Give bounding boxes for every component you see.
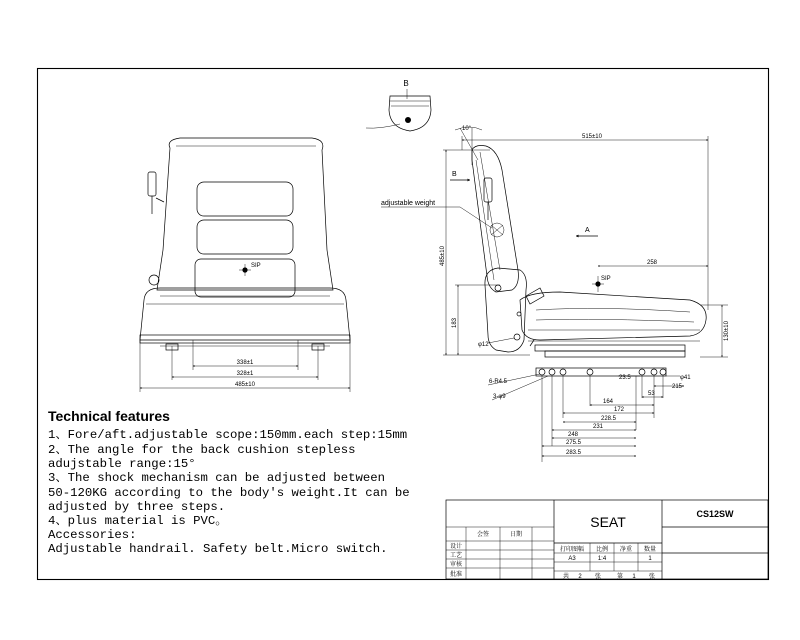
role-design: 设计	[449, 544, 463, 550]
sheet-unit-b: 张	[648, 574, 656, 580]
val-scale: 1:4	[597, 556, 607, 562]
bottom-dim-slot: 6-R4.5	[489, 379, 508, 385]
model-number: CS12SW	[696, 509, 734, 519]
feature-line: 1、Fore/aft.adjustable scope:150mm.each step:15mm	[48, 428, 408, 442]
bottom-dim-164: 164	[603, 399, 614, 405]
side-dim-258: 258	[646, 260, 658, 266]
bottom-dim-215: 215	[672, 384, 683, 390]
feature-line: Adjustable handrail. Safety belt.Micro switch.	[48, 542, 388, 556]
feature-line: adujstable range:15°	[48, 457, 196, 471]
adjustable-weight-label: adjustable weight	[381, 200, 436, 207]
title-block	[446, 500, 768, 580]
front-dim-485: 485±10	[235, 382, 255, 388]
top-view-b	[366, 79, 431, 131]
bottom-dim-283-5: 283.5	[566, 450, 582, 456]
feature-line: 3、The shock mechanism can be adjusted between	[48, 471, 385, 485]
bottom-dim-53: 53	[648, 391, 655, 397]
side-view	[381, 126, 730, 357]
part-name: SEAT	[590, 514, 626, 530]
feature-line: Accessories:	[48, 528, 137, 542]
bottom-dim-phi41: φ41	[680, 375, 691, 381]
bottom-dim-228-5: 228.5	[601, 416, 617, 422]
bottom-dim-248: 248	[568, 432, 579, 438]
sheet-no-label: 第	[616, 574, 624, 580]
sheet-total-label: 共	[562, 574, 570, 580]
bottom-dim-23-5: 23.5	[619, 375, 631, 381]
col-print-size: 打印图幅	[559, 547, 585, 553]
side-sip-label: SIP	[601, 276, 611, 282]
bottom-dimensions	[488, 368, 691, 462]
technical-features	[48, 408, 410, 556]
feature-line: 50-120KG according to the body's weight.It can be	[48, 486, 410, 500]
bottom-dim-275-5: 275.5	[566, 440, 582, 446]
side-dim-phi12: φ12	[478, 342, 489, 348]
col-net-weight: 净重	[619, 547, 633, 553]
bottom-dim-hole: 3-φ9	[493, 394, 506, 400]
side-dim-130: 130±10	[724, 321, 730, 341]
features-heading: Technical features	[48, 408, 170, 424]
side-dim-183: 183	[452, 317, 458, 329]
side-dim-485: 485±10	[440, 246, 446, 266]
bottom-dim-231: 231	[593, 424, 604, 430]
side-b-label: B	[452, 171, 457, 178]
val-quantity: 1	[648, 556, 652, 562]
feature-line: adjusted by three steps.	[48, 500, 226, 514]
side-a-label: A	[585, 227, 590, 234]
sheet-total: 2	[578, 574, 582, 580]
top-view-label: B	[403, 79, 409, 88]
feature-line: 2、The angle for the back cushion stepless	[48, 443, 356, 457]
side-dim-515: 515±10	[582, 134, 602, 140]
role-approve: 批准	[449, 572, 463, 578]
val-print-size: A3	[568, 556, 576, 562]
col-scale: 比例	[595, 547, 609, 553]
front-view	[140, 138, 350, 392]
role-process: 工艺	[449, 553, 463, 559]
feature-line: 4、plus material is PVC。	[48, 514, 228, 528]
bottom-dim-172: 172	[614, 407, 625, 413]
side-dim-angle: 10°	[462, 126, 472, 132]
role-review: 审核	[449, 562, 463, 568]
front-dim-338: 338±1	[236, 360, 254, 366]
sheet-unit-a: 张	[594, 574, 602, 580]
front-sip-label: SIP	[251, 263, 261, 269]
header-date: 日期	[509, 532, 523, 538]
sheet-no: 1	[632, 574, 636, 580]
col-quantity: 数量	[643, 547, 657, 553]
header-sign: 会签	[476, 532, 490, 538]
front-dim-328: 328±1	[236, 371, 254, 377]
